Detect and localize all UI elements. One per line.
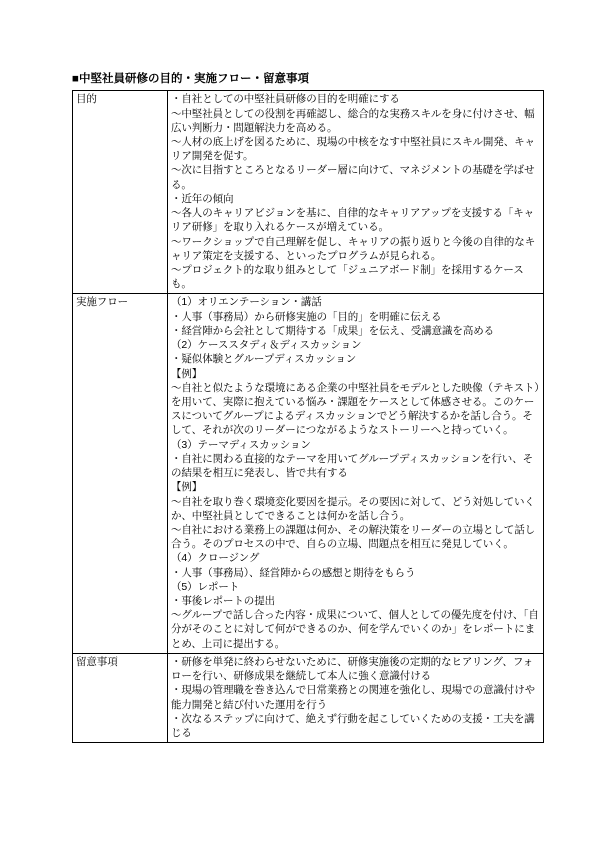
content-line: 〜ワークショップで自己理解を促し、キャリアの振り返りと今後の自律的なキャリア策定を支援する、といったプログラムが見られる。: [171, 235, 536, 262]
row-label-flow: 実施フロー: [73, 294, 168, 653]
table-body: [73, 91, 544, 743]
content-line: 〜グループで話し合った内容・成果について、個人としての優先度を付け、「自分がそのことに対して何ができるのか、何を学んでいくのか」をレポートにまとめ、上司に提出する。: [171, 609, 539, 650]
row-label-notes: 留意事項: [73, 653, 168, 742]
content-line: ・事後レポートの提出: [171, 595, 275, 608]
content-line: ・自社としての中堅社員研修の目的を明確にする: [171, 93, 400, 106]
content-line: ・研修を単発に終わらせないために、研修実施後の定期的なヒアリング、フォローを行い、研修成果を継続して本人に強く意識付ける: [171, 655, 534, 683]
content-line: （4）クロージング: [171, 552, 260, 565]
content-line: ・疑似体験とグループディスカッション: [171, 353, 357, 366]
table-row: [73, 294, 544, 653]
content-line: 〜中堅社員としての役割を再確認し、総合的な実務スキルを身に付けさせ、幅広い判断力・問題解決力を高める。: [171, 107, 535, 134]
content-line: ・現場の管理職を巻き込んで日常業務との関連を強化し、現場での意識付けや能力開発と結び付いた運用を行う: [171, 684, 535, 711]
content-line: （5）レポート: [171, 580, 240, 593]
content-line: ・近年の傾向: [171, 192, 234, 205]
row-content-purpose: [168, 91, 544, 294]
content-line: （2）ケーススタディ＆ディスカッション: [171, 339, 362, 352]
page-title: ■中堅社員研修の目的・実施フロー・留意事項: [72, 73, 309, 85]
table-row: [73, 653, 544, 742]
row-content-notes: [168, 653, 544, 742]
content-line: 【例】: [171, 367, 203, 380]
content-line: ・自社に関わる直接的なテーマを用いてグループディスカッションを行い、その結果を相互に発表し、皆で共有する: [171, 452, 534, 480]
content-line: （1）オリエンテーション・講話: [171, 296, 322, 309]
content-line: ・人事（事務局）から研修実施の「目的」を明確に伝える: [171, 310, 442, 323]
content-line: ・経営陣から会社として期待する「成果」を伝え、受講意識を高める: [171, 324, 495, 337]
content-line: 〜自社と似たような環境にある企業の中堅社員をモデルとした映像（テキスト）を用いて、実際に抱えている悩み・課題をケースとして体感させる。このケースについてグループによるディスカッションでどう解決するかを話し合う。そして、それが次のリーダーにつながるようなストーリーへと持っていく。: [171, 381, 540, 437]
table-row: [73, 91, 544, 294]
content-line: ・人事（事務局）、経営陣からの感想と期待をもらう: [171, 566, 416, 579]
content-line: 〜次に目指すところとなるリーダー層に向けて、マネジメントの基礎を学ばせる。: [171, 164, 535, 191]
row-content-flow: [168, 294, 544, 653]
content-line: 〜自社における業務上の課題は何か、その解決策をリーダーの立場として話し合う。そのプロセスの中で、自らの立場、問題点を相互に発見していく。: [171, 523, 535, 551]
training-spec-table: [72, 90, 544, 743]
content-line: 【例】: [171, 481, 203, 494]
row-label-purpose: 目的: [73, 91, 168, 294]
content-line: 〜各人のキャリアビジョンを基に、自律的なキャリアアップを支援する「キャリア研修」を取り入れるケースが増えている。: [171, 207, 535, 234]
content-line: 〜プロジェクト的な取り組みとして「ジュニアボード制」を採用するケースも。: [171, 264, 524, 291]
content-line: 〜自社を取り巻く環境変化要因を提示。その要因に対して、どう対処していくか、中堅社員としてできることは何かを話し合う。: [171, 495, 535, 522]
content-line: ・次なるステップに向けて、絶えず行動を起こしていくための支援・工夫を講じる: [171, 712, 535, 739]
content-line: （3）テーマディスカッション: [171, 438, 311, 451]
content-line: 〜人材の底上げを図るために、現場の中核をなす中堅社員にスキル開発、キャリア開発を促す。: [171, 136, 535, 163]
